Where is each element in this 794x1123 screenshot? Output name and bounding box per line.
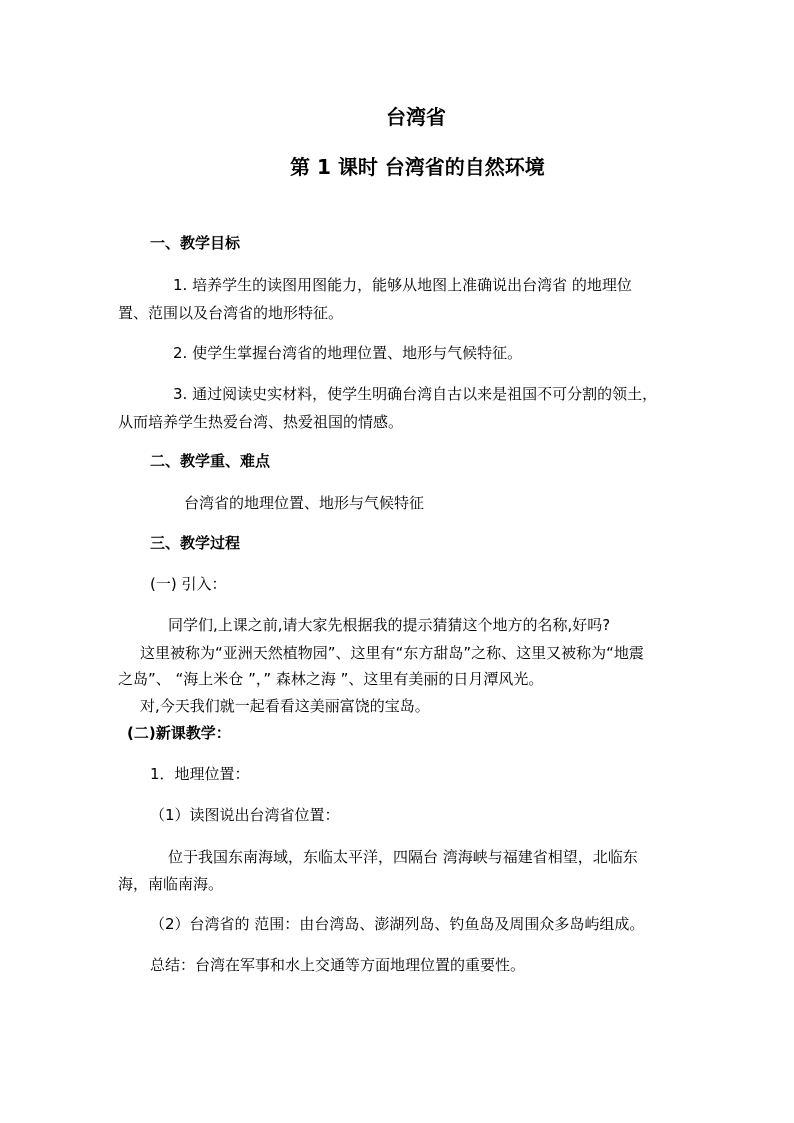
intro-line-4: 对,今天我们就一起看看这美丽富饶的宝岛。 — [140, 697, 430, 715]
step-1-line-1: 位于我国东南海域，东临太平洋，四隔台 湾海峡与福建省相望，北临东 — [168, 848, 638, 866]
objective-3-line-2: 从而培养学生热爱台湾、热爱祖国的情感。 — [118, 413, 404, 431]
objective-1-line-2: 置、范围以及台湾省的地形特征。 — [118, 304, 344, 322]
section-heading-key-points: 二、教学重、难点 — [150, 452, 271, 470]
objective-1-line-1: 1. 培养学生的读图用图能力，能够从地图上准确说出台湾省 的地理位 — [173, 276, 632, 294]
objective-3-line-1: 3. 通过阅读史实材料，使学生明确台湾自古以来是祖国不可分割的领土， — [173, 385, 658, 403]
intro-line-1: 同学们,上课之前,请大家先根据我的提示猜猜这个地方的名称,好吗? — [168, 616, 611, 634]
intro-line-3: 之岛”、 “海上米仓 ”，” 森林之海 ”、这里有美丽的日月潭风光。 — [118, 670, 544, 688]
geo-location-label: 1．地理位置： — [150, 765, 250, 783]
key-points-content: 台湾省的地理位置、地形与气候特征 — [184, 494, 425, 512]
step-1-line-2: 海，南临南海。 — [118, 875, 224, 893]
lesson-subtitle: 第 1 课时 台湾省的自然环境 — [290, 155, 545, 179]
objective-2: 2. 使学生掌握台湾省的地理位置、地形与气候特征。 — [173, 344, 523, 362]
section-heading-process: 三、教学过程 — [150, 534, 241, 552]
step-2: （2）台湾省的 范围：由台湾岛、澎湖列岛、钓鱼岛及周围众多岛屿组成。 — [150, 915, 645, 933]
intro-line-2: 这里被称为“亚洲天然植物园”、这里有“东方甜岛”之称、这里又被称为“地震 — [140, 644, 644, 662]
section-heading-objectives: 一、教学目标 — [150, 234, 241, 252]
summary: 总结：台湾在军事和水上交通等方面地理位置的重要性。 — [150, 956, 526, 974]
step-1-label: （1）读图说出台湾省位置： — [150, 806, 340, 824]
document-title: 台湾省 — [386, 105, 446, 129]
intro-label: (一) 引入： — [150, 575, 227, 593]
new-lesson-heading: (二)新课教学： — [127, 724, 231, 742]
